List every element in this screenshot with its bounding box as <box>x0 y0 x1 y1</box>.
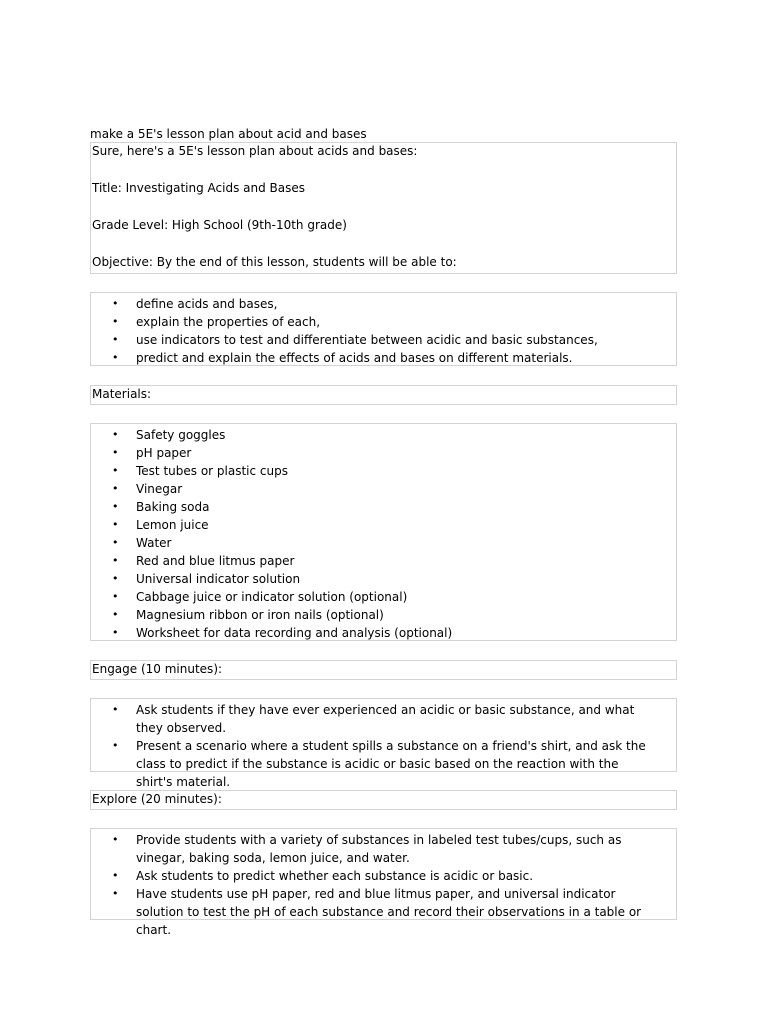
list-item-text: Red and blue litmus paper <box>136 554 295 568</box>
list-item-text: Magnesium ribbon or iron nails (optional) <box>136 608 384 622</box>
list-item <box>91 885 676 939</box>
list-item <box>91 462 676 480</box>
bullet-icon: • <box>112 554 119 567</box>
list-item <box>91 867 676 885</box>
list-item <box>91 701 676 737</box>
list-item-text: Vinegar <box>136 482 183 496</box>
engage-heading: Engage (10 minutes): <box>92 662 223 676</box>
list-item-text: Baking soda <box>136 500 210 514</box>
list-item-text: Ask students if they have ever experienced an acidic or basic substance, and what they observed. <box>136 703 635 735</box>
list-item-text: explain the properties of each, <box>136 315 321 329</box>
list-item-text: define acids and bases, <box>136 297 278 311</box>
explore-heading: Explore (20 minutes): <box>92 792 222 806</box>
list-item-text: Water <box>136 536 172 550</box>
bullet-icon: • <box>112 590 119 603</box>
materials-heading: Materials: <box>92 387 152 401</box>
list-item-text: predict and explain the effects of acids and bases on different materials. <box>136 351 573 365</box>
list-item <box>91 295 676 313</box>
bullet-icon: • <box>112 626 119 639</box>
explore-box <box>90 828 677 937</box>
bullet-icon: • <box>112 482 119 495</box>
prompt-text: make a 5E's lesson plan about acid and bases <box>90 127 367 141</box>
list-item <box>91 498 676 516</box>
list-item-text: Cabbage juice or indicator solution (optional) <box>136 590 408 604</box>
bullet-icon: • <box>112 887 119 900</box>
list-item <box>91 552 676 570</box>
materials-list <box>91 424 676 644</box>
bullet-icon: • <box>112 739 119 752</box>
list-item-text: Worksheet for data recording and analysis (optional) <box>136 626 453 640</box>
list-item-text: Have students use pH paper, red and blue litmus paper, and universal indicator solution to test the pH of each substance and record their observations in a table or chart. <box>136 887 642 937</box>
intro-line: Sure, here's a 5E's lesson plan about acids and bases: <box>92 144 418 158</box>
list-item <box>91 331 676 349</box>
list-item-text: Provide students with a variety of substances in labeled test tubes/cups, such as vinegar, baking soda, lemon juice, and water. <box>136 833 622 865</box>
list-item-text: Safety goggles <box>136 428 226 442</box>
bullet-icon: • <box>112 446 119 459</box>
list-item <box>91 606 676 624</box>
list-item-text: pH paper <box>136 446 192 460</box>
engage-box <box>90 698 677 789</box>
list-item <box>91 444 676 462</box>
list-item <box>91 737 676 791</box>
bullet-icon: • <box>112 608 119 621</box>
objectives-box <box>90 292 677 366</box>
materials-heading-box <box>90 385 677 405</box>
list-item-text: Test tubes or plastic cups <box>136 464 288 478</box>
engage-heading-box <box>90 660 677 680</box>
bullet-icon: • <box>112 703 119 716</box>
list-item <box>91 570 676 588</box>
intro-box <box>90 142 677 274</box>
materials-box <box>90 423 677 641</box>
bullet-icon: • <box>112 315 119 328</box>
lesson-title: Title: Investigating Acids and Bases <box>92 181 306 195</box>
bullet-icon: • <box>112 500 119 513</box>
bullet-icon: • <box>112 572 119 585</box>
list-item <box>91 516 676 534</box>
engage-list <box>91 699 676 793</box>
objectives-list <box>91 293 676 369</box>
bullet-icon: • <box>112 464 119 477</box>
bullet-icon: • <box>112 333 119 346</box>
list-item-text: Present a scenario where a student spills a substance on a friend's shirt, and ask the class to predict if the substance is acidic or basic based on the reaction with the shirt's material. <box>136 739 646 789</box>
explore-heading-box <box>90 790 677 810</box>
list-item <box>91 831 676 867</box>
list-item-text: use indicators to test and differentiate between acidic and basic substances, <box>136 333 598 347</box>
grade-level: Grade Level: High School (9th-10th grade) <box>92 218 347 232</box>
list-item <box>91 624 676 642</box>
explore-list <box>91 829 676 941</box>
list-item <box>91 426 676 444</box>
list-item <box>91 349 676 367</box>
list-item <box>91 313 676 331</box>
objective-line: Objective: By the end of this lesson, students will be able to: <box>92 255 457 269</box>
list-item <box>91 588 676 606</box>
bullet-icon: • <box>112 518 119 531</box>
list-item <box>91 480 676 498</box>
list-item-text: Universal indicator solution <box>136 572 301 586</box>
bullet-icon: • <box>112 536 119 549</box>
list-item <box>91 534 676 552</box>
bullet-icon: • <box>112 833 119 846</box>
list-item-text: Ask students to predict whether each substance is acidic or basic. <box>136 869 534 883</box>
bullet-icon: • <box>112 297 119 310</box>
list-item-text: Lemon juice <box>136 518 209 532</box>
bullet-icon: • <box>112 869 119 882</box>
bullet-icon: • <box>112 428 119 441</box>
bullet-icon: • <box>112 351 119 364</box>
